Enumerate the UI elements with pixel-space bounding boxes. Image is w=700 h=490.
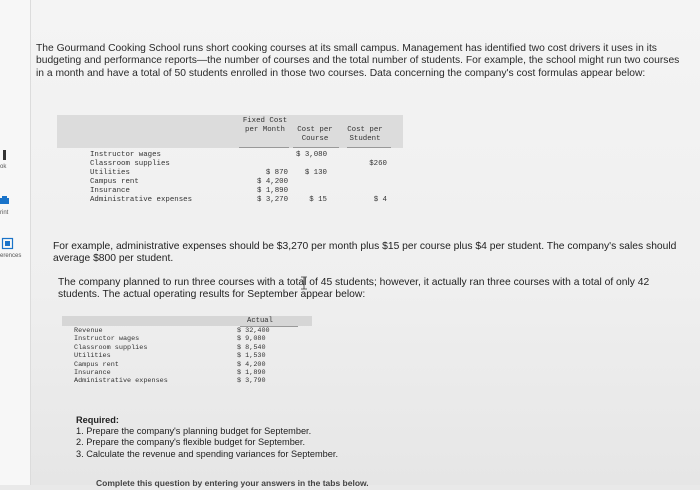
required-section <box>76 415 676 460</box>
row-label: Insurance <box>90 187 130 195</box>
row-label: Instructor wages <box>90 151 161 159</box>
cell-actual: $ 8,540 <box>237 343 266 352</box>
text-cursor-icon <box>300 277 308 289</box>
sidebar-item-label: erences <box>0 253 22 259</box>
header-cost-per-student: Cost per Student <box>347 126 383 143</box>
table-row <box>57 160 403 169</box>
cell-actual: $ 32,400 <box>237 327 270 335</box>
row-label: Insurance <box>74 369 111 377</box>
instructions-cutoff: Complete this question by entering your answers in the tabs below. <box>96 478 369 488</box>
header-rule <box>347 147 391 148</box>
cell-actual: $ 4,200 <box>237 360 266 369</box>
table-row <box>62 327 312 335</box>
table-row <box>62 352 312 360</box>
table-row <box>57 187 403 196</box>
sidebar-item-label: ok <box>0 164 7 170</box>
cell-actual: $ 9,080 <box>237 335 266 344</box>
left-sidebar <box>0 0 31 485</box>
example-paragraph: For example, administrative expenses should be $3,270 per month plus $15 per course plus $4 per student. The company's sales should average $800 per student. <box>53 241 677 265</box>
printer-icon <box>0 196 12 208</box>
table-row <box>57 169 403 178</box>
row-label: Instructor wages <box>74 335 140 344</box>
cell-student: $ 4 <box>373 196 387 204</box>
table-row <box>57 178 403 187</box>
header-cost-per-course: Cost per Course <box>297 126 333 143</box>
table-row <box>62 377 312 385</box>
header-actual: Actual <box>247 317 273 325</box>
cell-course: $ 15 <box>309 196 327 204</box>
planned-paragraph: The company planned to run three courses with a total of 45 students; however, it actually ran three courses with a total of only 42 students. The actual operating results for September appear below: <box>58 277 650 301</box>
sidebar-item-label: rint <box>0 210 9 216</box>
table-row <box>57 196 403 205</box>
table-row <box>62 361 312 369</box>
header-rule <box>239 147 289 148</box>
table-row <box>57 151 403 160</box>
cell-student: $260 <box>369 160 387 168</box>
cell-fixed: $ 4,200 <box>256 178 288 186</box>
row-label: Campus rent <box>74 360 119 369</box>
table-header-background <box>62 316 312 326</box>
row-label: Administrative expenses <box>90 196 193 204</box>
cost-formula-table <box>57 115 403 204</box>
row-label: Campus rent <box>90 178 139 186</box>
row-label: Classroom supplies <box>90 160 170 168</box>
required-item: 3. Calculate the revenue and spending variances for September. <box>76 448 339 459</box>
table-row <box>62 369 312 377</box>
bookmark-icon <box>0 150 12 162</box>
row-label: Administrative expenses <box>74 377 168 386</box>
row-label: Classroom supplies <box>74 343 148 352</box>
row-label: Utilities <box>74 352 111 361</box>
cell-actual: $ 3,790 <box>237 377 266 386</box>
intro-paragraph: The Gourmand Cooking School runs short cooking courses at its small campus. Management has identified two cost drivers it uses in its budgeting and performance reports—the number of courses and the total number of students. For example, the school might run two courses in a month and have a total of 50 students enrolled in those two courses. Data concerning the company's cost formulas appear below: <box>36 43 680 79</box>
header-fixed-cost: Fixed Cost per Month <box>242 117 288 134</box>
header-rule <box>293 147 339 148</box>
required-heading: Required: <box>76 415 119 425</box>
table-row <box>62 344 312 352</box>
required-item: 1. Prepare the company's planning budget for September. <box>76 426 312 437</box>
table-row <box>62 335 312 343</box>
cell-actual: $ 1,890 <box>237 369 266 377</box>
cell-fixed: $ 3,270 <box>256 196 288 204</box>
row-label: Utilities <box>90 169 130 177</box>
references-icon <box>2 238 14 250</box>
row-label: Revenue <box>74 327 103 335</box>
cell-fixed: $ 1,890 <box>256 187 288 195</box>
actual-results-table <box>62 316 312 396</box>
cell-course: $ 130 <box>304 169 327 177</box>
required-item: 2. Prepare the company's flexible budget for September. <box>76 437 306 448</box>
cell-course: $ 3,080 <box>295 151 327 159</box>
cell-fixed: $ 870 <box>265 169 288 177</box>
cell-actual: $ 1,530 <box>237 352 266 361</box>
